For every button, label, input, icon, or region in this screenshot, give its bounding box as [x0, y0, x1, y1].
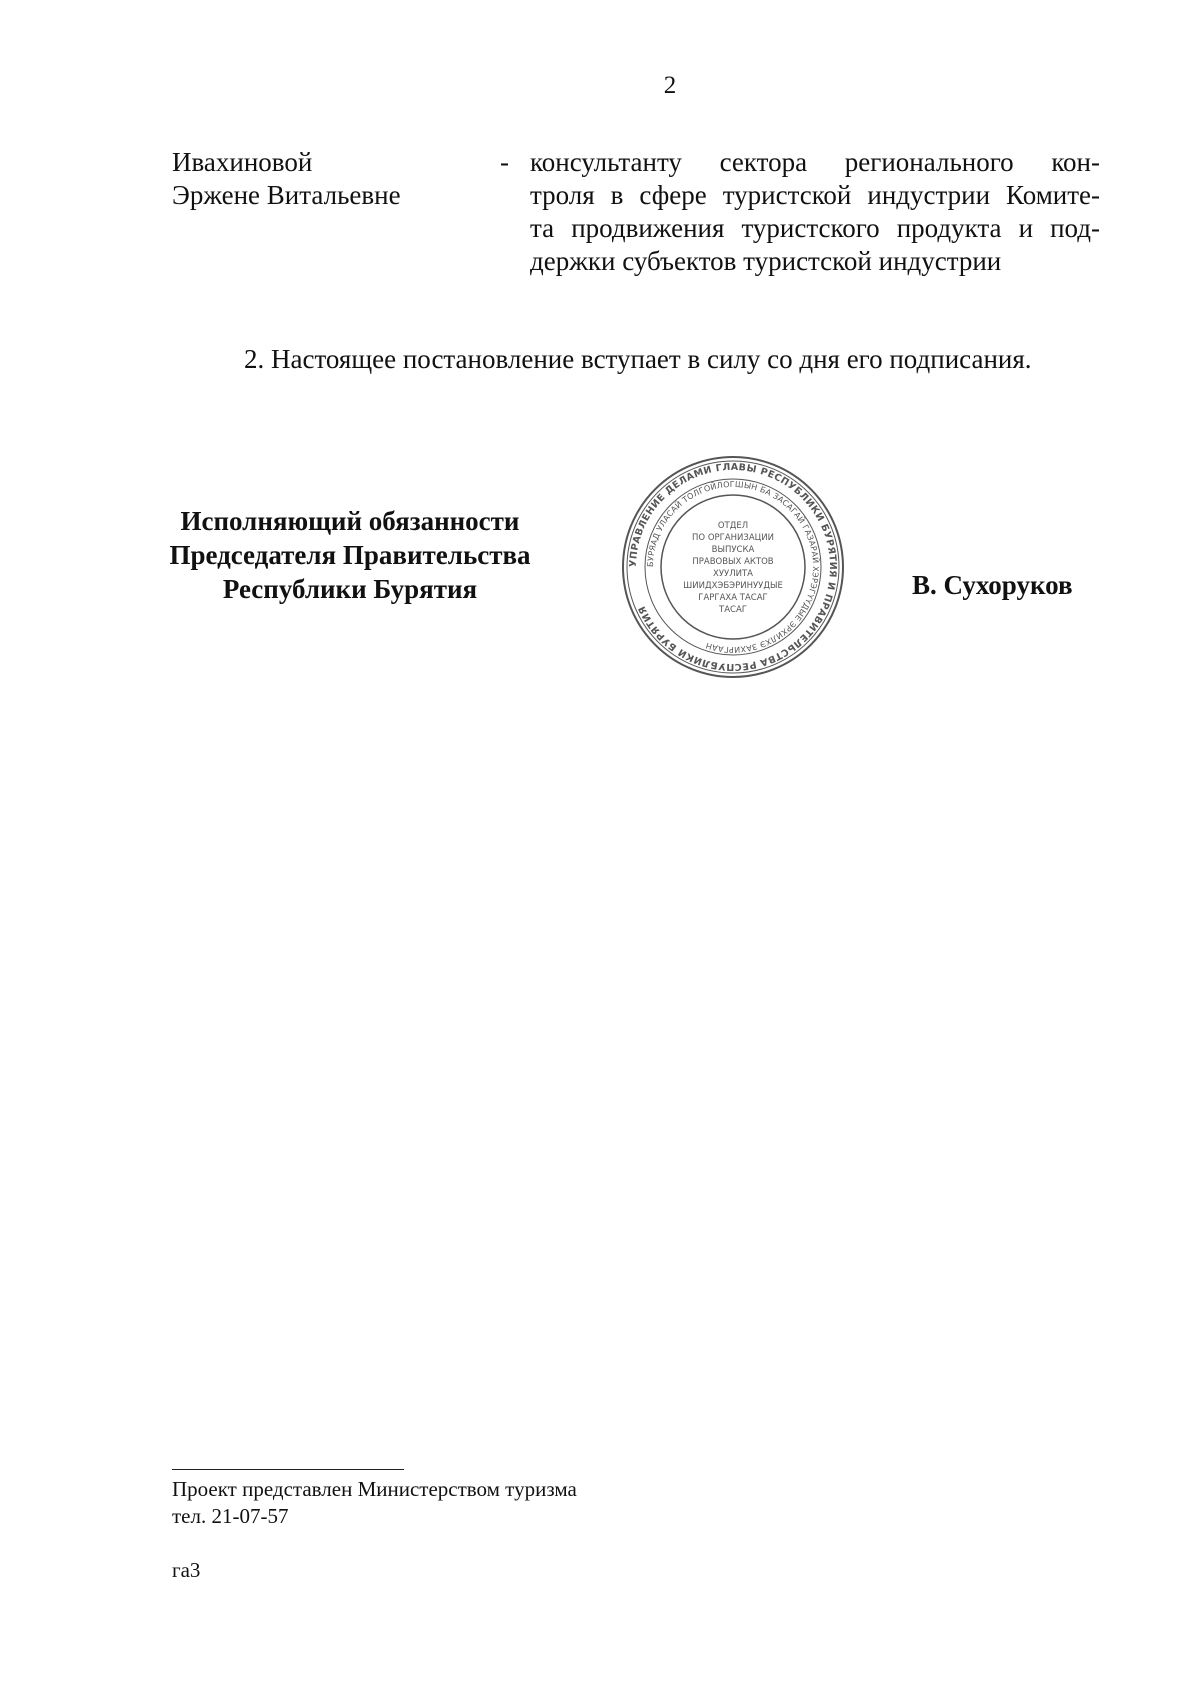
signatory-title	[150, 504, 550, 606]
signatory-title-line: Председателя Правительства	[169, 540, 531, 570]
signatory-name: В. Сухоруков	[912, 570, 1073, 600]
appointee-name-line: Эржене Витальевне	[172, 180, 401, 210]
appointee-position	[530, 146, 1100, 278]
entry-dash: -	[500, 147, 509, 177]
page-number: 2	[663, 72, 677, 99]
seal-outer-ring-text: УПРАВЛЕНИЕ ДЕЛАМИ ГЛАВЫ РЕСПУБЛИКИ БУРЯТИЯ И ПРАВИТЕЛЬСТВА РЕСПУБЛИКИ БУРЯТИЯ	[627, 461, 839, 673]
position-line: консультанту сектора регионального кон-	[530, 147, 1100, 177]
footnote-line: тел. 21-07-57	[172, 1504, 289, 1528]
seal-center-line: ПРАВОВЫХ АКТОВ	[692, 557, 774, 567]
appointee-name-line: Ивахиновой	[172, 147, 313, 177]
footnote	[172, 1476, 577, 1530]
seal-center-line: ОТДЕЛ	[717, 521, 749, 531]
seal-center-line: ХУУЛИТА	[713, 569, 753, 579]
signatory-title-line: Республики Бурятия	[222, 574, 478, 604]
footnote-line: Проект представлен Министерством туризма	[172, 1477, 577, 1501]
seal-inner-ring-text: БУРЯАД УЛАСАЙ ТОЛГОЙЛОГШЫН БА ЗАСАГАЙ ГАЗАРАЙ ХЭРЭГҮҮДЫЕ ЭРХИЛХЭ ЗАХИРГААН	[645, 479, 821, 655]
seal-center-line: ПО ОРГАНИЗАЦИИ	[692, 533, 774, 543]
position-line: держки субъектов туристской индустрии	[530, 246, 1002, 276]
seal-center-line: ТАСАГ	[719, 605, 747, 615]
appointee-name	[172, 146, 472, 212]
seal-center-line: ШИИДХЭБЭРИНУУДЫЕ	[683, 581, 783, 591]
svg-text:УПРАВЛЕНИЕ ДЕЛАМИ ГЛАВЫ РЕСПУБ	[628, 462, 838, 672]
document-code: га3	[172, 1558, 201, 1582]
paragraph-effective-date: 2. Настоящее постановление вступает в силу со дня его подписания.	[244, 344, 1032, 374]
seal-center-line: ГАРГАХА ТАСАГ	[698, 593, 768, 603]
position-line: троля в сфере туристской индустрии Комите-	[530, 180, 1100, 210]
official-seal	[618, 452, 848, 682]
seal-center-line: ВЫПУСКА	[711, 545, 755, 555]
position-line: та продвижения туристского продукта и под-	[530, 213, 1100, 243]
signatory-title-line: Исполняющий обязанности	[180, 506, 520, 536]
footnote-divider	[172, 1469, 404, 1470]
